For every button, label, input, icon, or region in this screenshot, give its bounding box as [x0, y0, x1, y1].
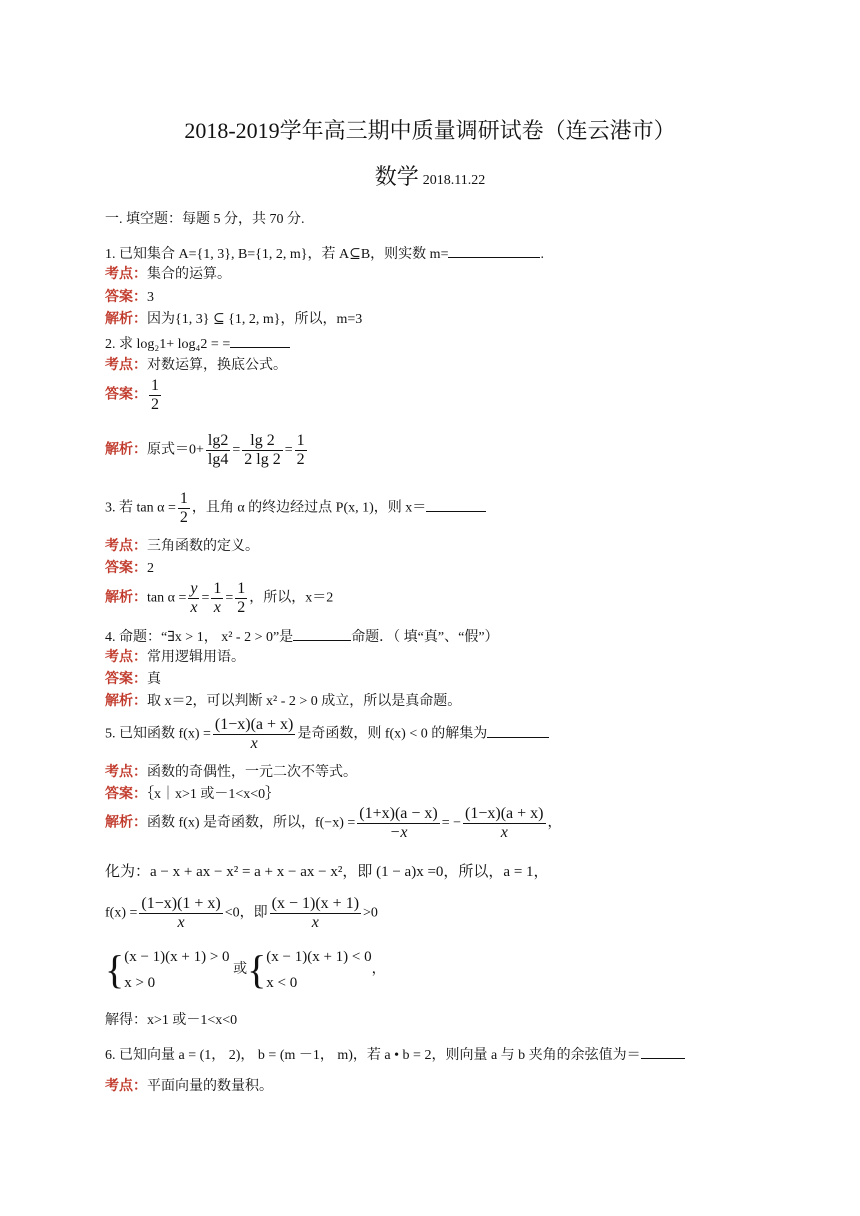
- q5-line3: [105, 895, 378, 932]
- kaodian-text: 对数运算，换底公式。: [147, 358, 287, 373]
- q3-jiexi: 解析：tan α = $\frac{y}{x}$ = $\frac{1}{x}$ = $\frac{1}{2}$ ，所以，x＝2: [105, 580, 334, 616]
- jiexi-text: 因为{1, 3} ⊆ {1, 2, m}，所以，m=3: [147, 312, 363, 327]
- answer-text: 真: [147, 672, 161, 687]
- jiexi-label: 解析: [105, 815, 133, 831]
- q4-jiexi: 解析：取 x＝2，可以判断 x² - 2 > 0 成立，所以是真命题。: [105, 694, 462, 709]
- answer-blank: [641, 1044, 685, 1059]
- daan-label: 答案: [105, 672, 133, 687]
- fraction: $\frac{1}{2}$: [296, 432, 305, 468]
- question-3: [105, 490, 486, 527]
- line3-mid: <0，即: [224, 905, 268, 921]
- fraction: $\frac{1}{x}$: [213, 580, 222, 616]
- q2-answer: 答案： $\frac{1}{2}$: [105, 377, 159, 413]
- q5-system: [105, 944, 386, 996]
- q4-answer: 答案：真: [105, 672, 161, 687]
- q1-kaodian: 考点：集合的运算。: [105, 267, 231, 282]
- question-5: [105, 716, 549, 753]
- answer-blank: [448, 243, 540, 258]
- q3-kaodian: 考点：三角函数的定义。: [105, 539, 259, 554]
- kaodian-text: 函数的奇偶性，一元二次不等式。: [147, 765, 357, 780]
- q1-jiexi: 解析：因为{1, 3} ⊆ {1, 2, m}，所以，m=3: [105, 312, 363, 327]
- daan-label: 答案: [105, 561, 133, 576]
- q6-text: 6. 已知向量 a = (1， 2)， b = (m －1， m)，若 a • b = 2，则向量 a 与 b 夹角的余弦值为＝: [105, 1048, 641, 1063]
- q4-kaodian: 考点：常用逻辑用语。: [105, 650, 245, 665]
- jiexi-label: 解析: [105, 442, 133, 458]
- q1-text: 1. 已知集合 A={1, 3}, B={1, 2, m}，若 A⊆B，则实数 m=: [105, 247, 449, 262]
- system-1: (x − 1)(x + 1) > 0 x > 0: [124, 949, 230, 991]
- q1-answer: 答案：3: [105, 290, 154, 305]
- minus-sign: = −: [441, 815, 462, 831]
- left-brace: {: [105, 947, 125, 992]
- fraction: $\frac{(1-x)(a + x)}{x}$: [214, 716, 294, 752]
- fraction: $\frac{(1-x)(a + x)}{x}$: [465, 805, 544, 841]
- kaodian-text: 三角函数的定义。: [147, 539, 259, 554]
- answer-blank: [230, 333, 290, 348]
- jiexi-text: 原式＝0+: [147, 442, 204, 458]
- jiexi-label: 解析: [105, 312, 133, 327]
- daan-label: 答案: [105, 787, 133, 802]
- jiexi-text: 函数 f(x) 是奇函数，所以，f(−x) =: [147, 815, 356, 831]
- question-1: 1. 已知集合 A={1, 3}, B={1, 2, m}，若 A⊆B，则实数 m= .: [105, 243, 544, 265]
- q5-answer: 答案：｛x｜x>1 或－1<x<0｝: [105, 787, 280, 802]
- kaodian-label: 考点: [105, 650, 133, 665]
- q5-jiexi: 解析：函数 f(x) 是奇函数，所以，f(−x) = $\frac{(1+x)(a - x)}{-x}$ = − $\frac{(1-x)(a + x)}{x}$ ，: [105, 805, 562, 841]
- kaodian-text: 平面向量的数量积。: [147, 1079, 273, 1094]
- fraction: $\frac{\lg 2}{\lg 4}$: [207, 432, 229, 468]
- kaodian-label: 考点: [105, 358, 133, 373]
- jiexi-text: tan α =: [147, 590, 187, 606]
- daan-label: 答案: [105, 387, 133, 403]
- kaodian-label: 考点: [105, 765, 133, 780]
- answer-text: 3: [147, 290, 154, 305]
- q5-line2: 化为：a − x + ax − x² = a + x − ax − x²，即 (1 − a)x =0，所以，a = 1，: [105, 864, 549, 880]
- fraction: $\frac{(1+x)(a - x)}{-x}$: [359, 805, 438, 841]
- q5-solution: 解得：x>1 或－1<x<0: [105, 1013, 238, 1028]
- fraction: $\frac{(1-x)(1 + x)}{x}$: [141, 895, 221, 931]
- q4-text: 4. 命题：“∃x > 1， x² - 2 > 0”是: [105, 630, 294, 645]
- system-2: (x − 1)(x + 1) < 0 x < 0: [266, 949, 372, 991]
- jiexi-text: 取 x＝2，可以判断 x² - 2 > 0 成立，所以是真命题。: [147, 694, 462, 709]
- q5-text: 5. 已知函数 f(x) =: [105, 726, 211, 742]
- q4-text-suffix: 命题．（ 填“真”、“假”）: [351, 630, 499, 645]
- question-4: [105, 626, 499, 648]
- kaodian-label: 考点: [105, 267, 133, 282]
- or-text: 或: [233, 962, 248, 978]
- question-2: [105, 333, 290, 355]
- subtitle-row: [0, 160, 860, 191]
- line3-prefix: f(x) =: [105, 905, 138, 921]
- line3-suffix: >0: [363, 905, 378, 921]
- answer-blank: [426, 497, 486, 512]
- fraction: $\frac{1}{2}$: [179, 490, 188, 526]
- answer-text: ｛x｜x>1 或－1<x<0｝: [147, 787, 280, 802]
- answer-blank: [487, 723, 549, 738]
- q3-answer: 答案：2: [105, 561, 154, 576]
- answer-blank: [293, 626, 351, 641]
- q2-jiexi: 解析：原式＝0+ $\frac{\lg 2}{\lg 4}$ = $\frac{\lg 2}{2 \lg 2}$ = $\frac{1}{2}$: [105, 432, 305, 468]
- fraction: $\frac{1}{2}$: [151, 377, 159, 413]
- exam-date: 2018.11.22: [422, 173, 486, 188]
- kaodian-text: 集合的运算。: [147, 267, 231, 282]
- q5-text-suffix: 是奇函数，则 f(x) < 0 的解集为: [297, 726, 488, 742]
- fraction: $\frac{\lg 2}{2 \lg 2}$: [244, 432, 281, 468]
- fraction: $\frac{y}{x}$: [190, 580, 198, 616]
- q3-text-suffix: ，且角 α 的终边经过点 P(x, 1)，则 x＝: [191, 500, 427, 516]
- question-6: [105, 1044, 685, 1066]
- q6-kaodian: 考点：平面向量的数量积。: [105, 1079, 273, 1094]
- answer-text: 2: [147, 561, 154, 576]
- subject-label: 数学: [374, 164, 419, 189]
- system-suffix: ，: [371, 962, 386, 978]
- q2-kaodian: 考点：对数运算，换底公式。: [105, 358, 287, 373]
- q2-text: 2. 求 log₂1+ log₄2 = =: [105, 337, 231, 352]
- q5-kaodian: 考点：函数的奇偶性，一元二次不等式。: [105, 765, 357, 780]
- kaodian-text: 常用逻辑用语。: [147, 650, 245, 665]
- kaodian-label: 考点: [105, 1079, 133, 1094]
- left-brace: {: [247, 947, 267, 992]
- section-heading: 一. 填空题：每题 5 分，共 70 分.: [105, 212, 305, 227]
- jiexi-label: 解析: [105, 694, 133, 709]
- jiexi-label: 解析: [105, 590, 133, 606]
- fraction: $\frac{1}{2}$: [237, 580, 246, 616]
- daan-label: 答案: [105, 290, 133, 305]
- document-title: 2018-2019学年高三期中质量调研试卷（连云港市）: [184, 118, 676, 143]
- kaodian-label: 考点: [105, 539, 133, 554]
- jiexi-suffix: ，所以，x＝2: [249, 590, 334, 606]
- fraction: $\frac{(x - 1)(x + 1)}{x}$: [271, 895, 360, 931]
- q3-text: 3. 若 tan α =: [105, 500, 176, 516]
